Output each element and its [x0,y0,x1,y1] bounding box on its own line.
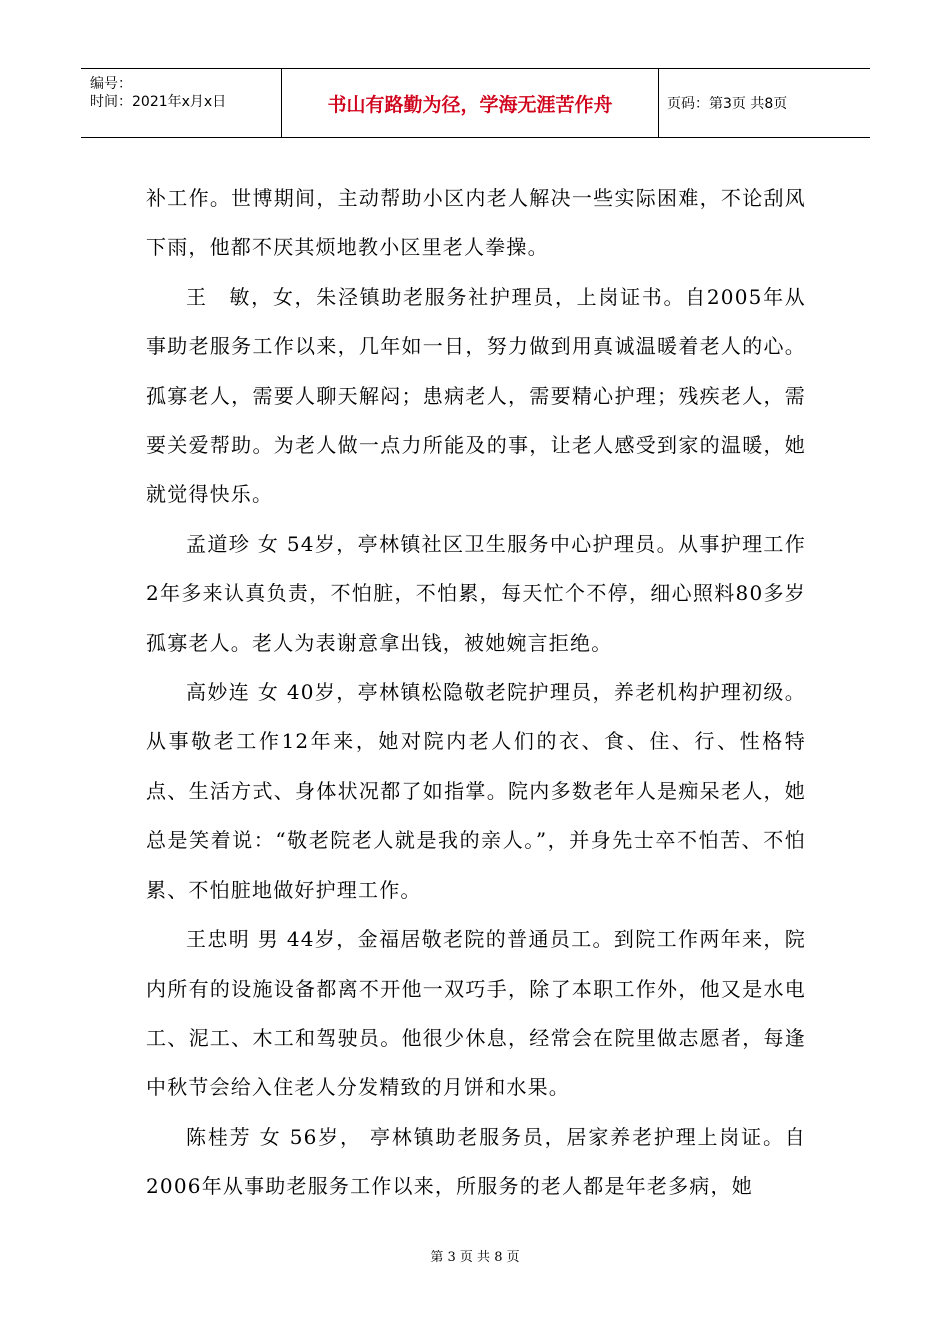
body-paragraph: 王 敏，女，朱泾镇助老服务社护理员，上岗证书。自2005年从事助老服务工作以来，几年如一日，努力做到用真诚温暖着老人的心。孤寡老人，需要人聊天解闷；患病老人，需要精心护理；残疾老人，需要关爱帮助。为老人做一点力所能及的事，让老人感受到家的温暖，她就觉得快乐。 [146,284,806,507]
body-paragraph: 补工作。世博期间，主动帮助小区内老人解决一些实际困难，不论刮风下雨，他都不厌其烦地教小区里老人拳操。 [146,186,806,260]
header-motto: 书山有路勤为径，学海无涯苦作舟 [282,69,659,137]
body-paragraph: 高妙连 女 40岁，亭林镇松隐敬老院护理员，养老机构护理初级。从事敬老工作12年来，她对院内老人们的衣、食、住、行、性格特点、生活方式、身体状况都了如指掌。院内多数老年人是痴呆老人，她总是笑着说：“敬老院老人就是我的亲人。”，并身先士卒不怕苦、不怕累、不怕脏地做好护理工作。 [146,680,806,902]
body-paragraph: 王忠明 男 44岁，金福居敬老院的普通员工。到院工作两年来，院内所有的设施设备都离不开他一双巧手，除了本职工作外，他又是水电工、泥工、木工和驾驶员。他很少休息，经常会在院里做志愿者，每逢中秋节会给入住老人分发精致的月饼和水果。 [146,927,806,1100]
header-meta-cell [81,69,282,137]
page-footer: 第 3 页 共 8 页 [430,1250,520,1265]
document-number-label: 编号： [90,76,132,92]
body-paragraph: 孟道珍 女 54岁，亭林镇社区卫生服务中心护理员。从事护理工作2年多来认真负责，不怕脏，不怕累，每天忙个不停，细心照料80多岁孤寡老人。老人为表谢意拿出钱，被她婉言拒绝。 [146,531,806,655]
document-header [81,68,870,138]
document-time-label: 时间：2021年x月x日 [90,94,227,110]
body-paragraph: 陈桂芳 女 56岁， 亭林镇助老服务员，居家养老护理上岗证。自2006年从事助老服务工作以来，所服务的老人都是年老多病，她 [146,1124,806,1199]
header-page-info: 页码：第3页 共8页 [667,96,788,112]
document-body [146,174,806,1212]
